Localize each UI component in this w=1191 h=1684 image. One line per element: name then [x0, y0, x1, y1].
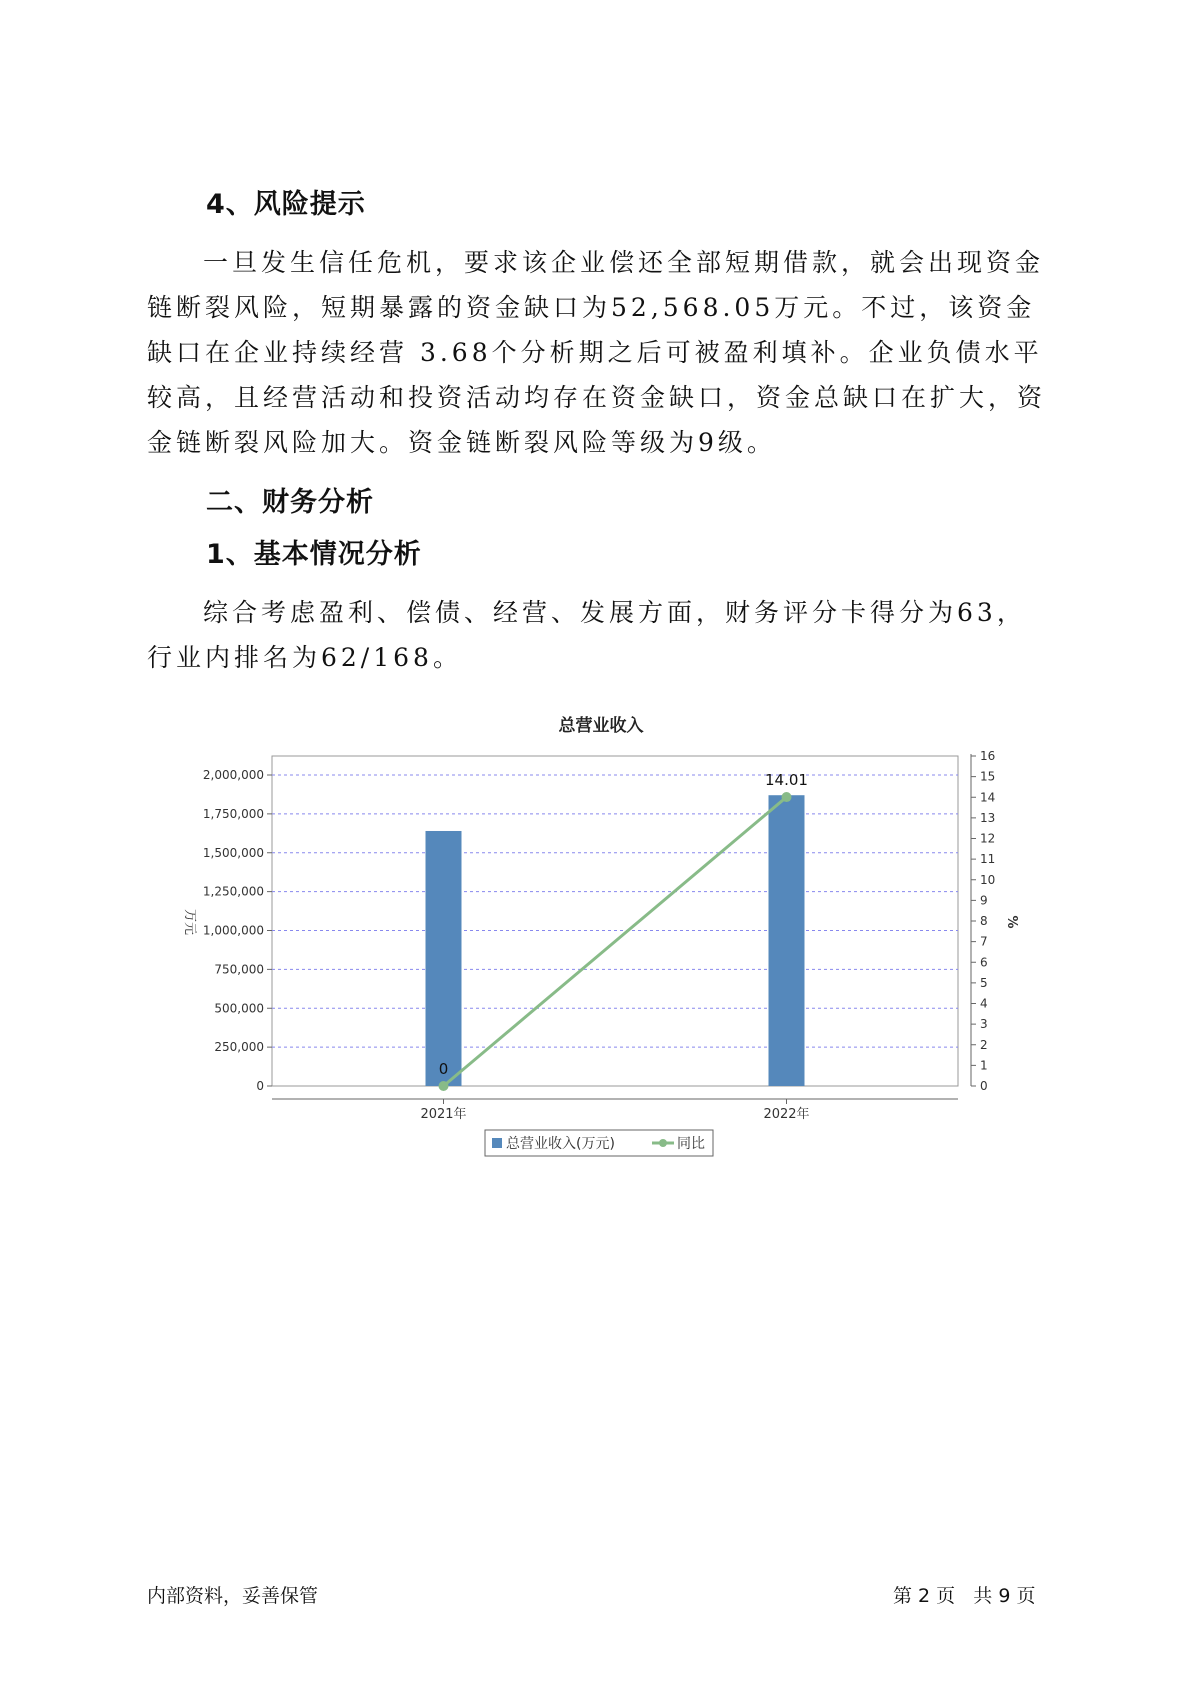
- y-tick-label: 750,000: [214, 962, 264, 977]
- y2-tick-label: 0: [980, 1079, 988, 1093]
- chart-title: 总营业收入: [558, 716, 644, 736]
- y2-tick-label: 1: [980, 1058, 988, 1073]
- y-tick-label: 1,000,000: [202, 923, 264, 938]
- finance-heading: 二、财务分析: [206, 487, 374, 518]
- point-yoy: [782, 792, 792, 802]
- y-tick-label: 1,250,000: [202, 884, 264, 899]
- legend-swatch-point: [659, 1139, 667, 1147]
- y-tick-label: 500,000: [214, 1001, 264, 1016]
- basic-heading: 1、基本情况分析: [206, 539, 422, 570]
- bar-revenue: [769, 795, 805, 1086]
- y-axis-label: 万元: [182, 908, 197, 936]
- y2-tick-label: 4: [980, 996, 988, 1011]
- y-tick-label: 0: [256, 1079, 264, 1093]
- y-tick-label: 1,500,000: [202, 845, 264, 860]
- footer-page-number: 第 2 页 共 9 页: [893, 1585, 1036, 1607]
- legend-label-bar: 总营业收入(万元): [506, 1136, 615, 1152]
- y2-tick-label: 10: [980, 872, 996, 887]
- basic-paragraph: 综合考虑盈利、偿债、经营、发展方面，财务评分卡得分为63，行业内排名为62/168。: [147, 598, 1026, 672]
- data-label-yoy: 14.01: [765, 771, 808, 790]
- data-label-yoy: 0: [438, 1060, 449, 1078]
- y2-tick-label: 11: [980, 852, 996, 867]
- y2-tick-label: 13: [980, 810, 996, 825]
- y2-tick-label: 7: [980, 934, 988, 949]
- legend-swatch-bar: [492, 1138, 502, 1148]
- x-tick-label: 2021年: [420, 1107, 467, 1122]
- y2-tick-label: 15: [980, 769, 996, 784]
- y2-tick-label: 3: [980, 1017, 988, 1032]
- y2-tick-label: 14: [980, 790, 996, 805]
- y2-tick-label: 12: [980, 831, 996, 846]
- y-tick-label: 250,000: [214, 1040, 264, 1055]
- footer-confidential: 内部资料，妥善保管: [147, 1585, 319, 1607]
- bar-revenue: [426, 831, 462, 1086]
- y2-tick-label: 16: [980, 749, 996, 763]
- x-tick-label: 2022年: [763, 1107, 810, 1122]
- y2-tick-label: 9: [980, 893, 988, 908]
- plot-frame: [272, 756, 958, 1086]
- y-tick-label: 1,750,000: [202, 806, 264, 821]
- y2-tick-label: 2: [980, 1037, 988, 1052]
- y2-tick-label: 8: [980, 914, 988, 928]
- y2-tick-label: 6: [980, 955, 988, 970]
- y-tick-label: 2,000,000: [202, 768, 264, 782]
- y2-tick-label: 5: [980, 975, 988, 990]
- risk-heading: 4、风险提示: [206, 189, 366, 220]
- y2-axis-label: %: [1004, 915, 1019, 929]
- risk-paragraph: 一旦发生信任危机，要求该企业偿还全部短期借款，就会出现资金链断裂风险，短期暴露的资金缺口为52,568.05万元。不过，该资金缺口在企业持续经营 3.68个分析期之后可被盈利填补。企业负债水平较高，且经营活动和投资活动均存在资金缺口，资金总缺口在扩大，资金链断裂风险加大。资金链断裂风险等级为9级。: [147, 248, 1047, 457]
- point-yoy: [439, 1081, 449, 1091]
- line-yoy: [444, 797, 787, 1086]
- legend-label-line: 同比: [677, 1136, 705, 1152]
